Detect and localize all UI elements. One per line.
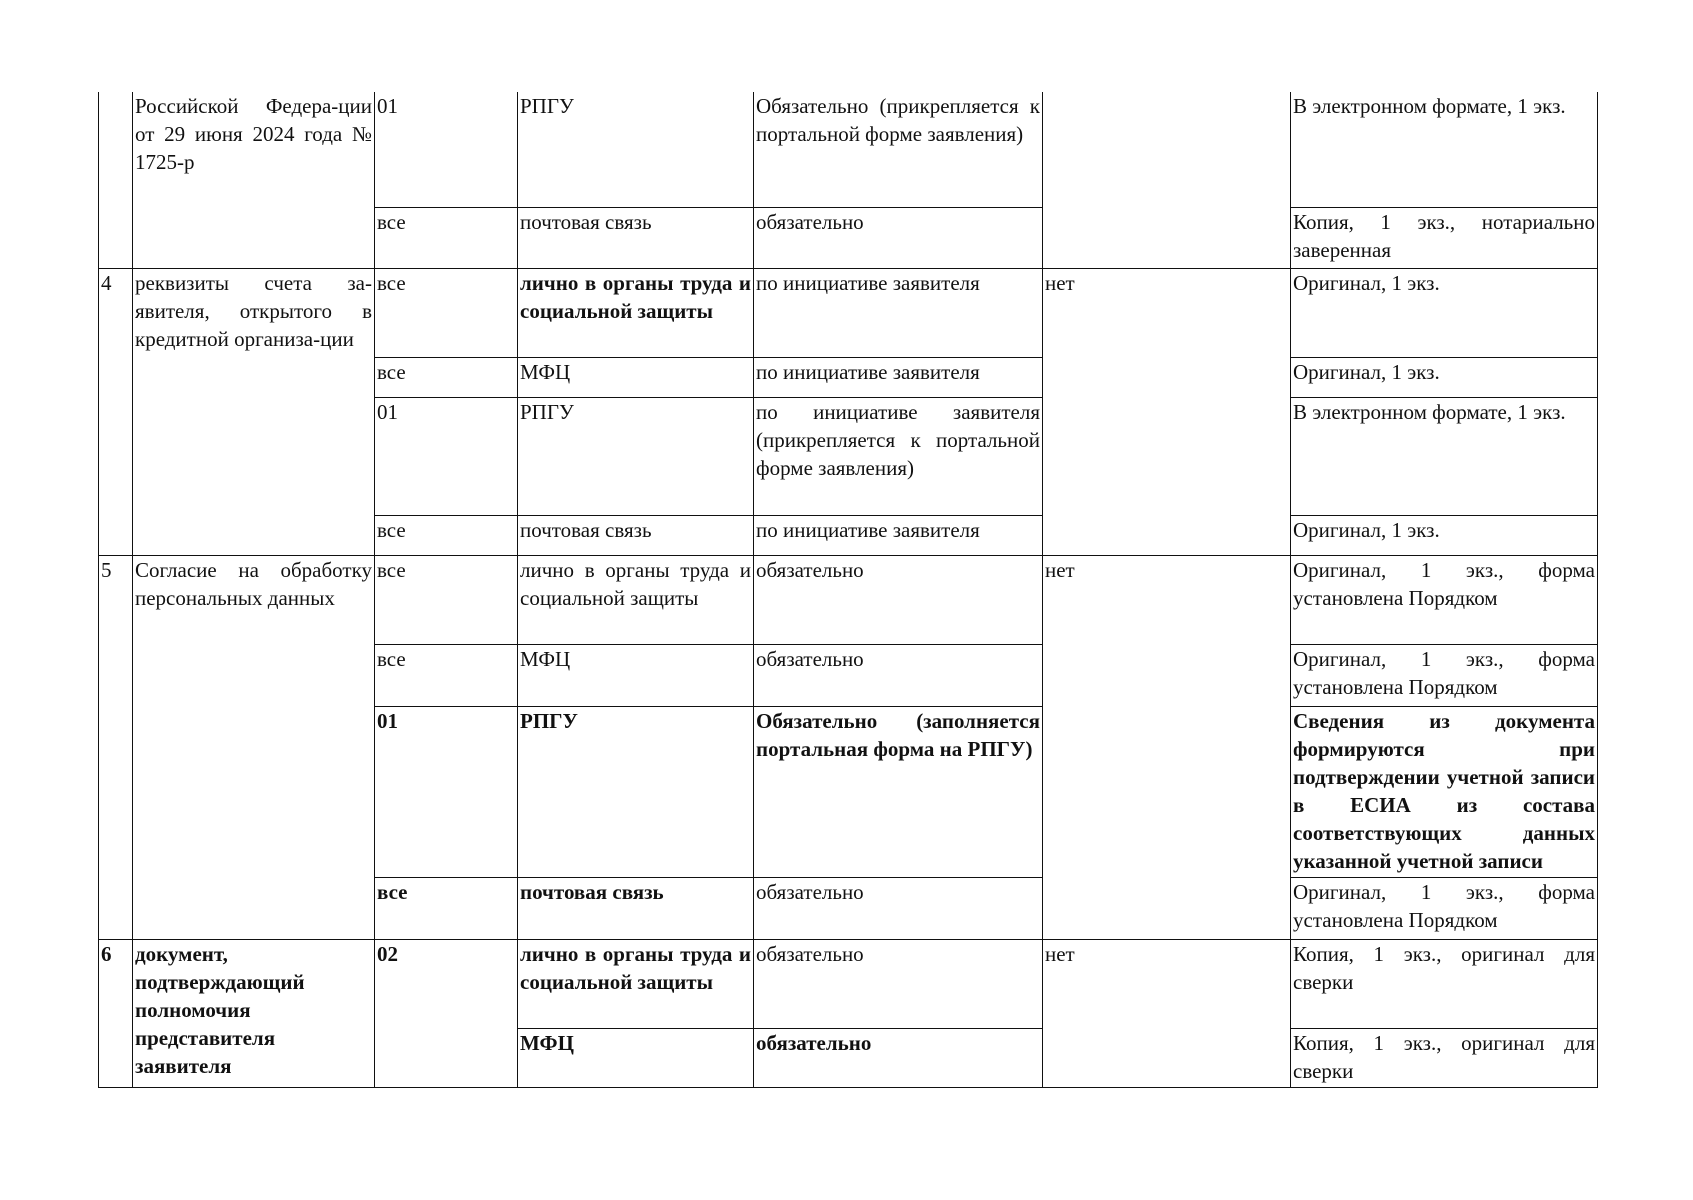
requirement-cell: по инициативе заявителя (прикрепляется к портальной форме заявления) (754, 397, 1043, 515)
category-cell: все (375, 877, 518, 939)
doc-name-cell: Согласие на обработку персональных данных (133, 555, 375, 939)
row-number-cell: 5 (99, 555, 133, 939)
channel-cell: лично в органы труда и социальной защиты (518, 555, 754, 644)
row-number-cell: 6 (99, 939, 133, 1087)
interagency-cell: нет (1043, 268, 1291, 555)
channel-cell: лично в органы труда и социальной защиты (518, 939, 754, 1028)
channel-cell: почтовая связь (518, 877, 754, 939)
form-cell: Оригинал, 1 экз., форма установлена Порядком (1291, 555, 1598, 644)
interagency-cell: нет (1043, 555, 1291, 939)
table-row (99, 92, 1598, 207)
requirement-cell: обязательно (754, 555, 1043, 644)
row-number-cell (99, 92, 133, 268)
category-cell: все (375, 555, 518, 644)
channel-cell: лично в органы труда и социальной защиты (518, 268, 754, 357)
requirement-cell: обязательно (754, 1028, 1043, 1087)
channel-cell: РПГУ (518, 92, 754, 207)
form-cell: В электронном формате, 1 экз. (1291, 397, 1598, 515)
requirement-cell: обязательно (754, 877, 1043, 939)
category-cell: 01 (375, 92, 518, 207)
category-cell: все (375, 268, 518, 357)
channel-cell: почтовая связь (518, 207, 754, 268)
category-cell: все (375, 357, 518, 397)
doc-name-cell: реквизиты счета за-явителя, открытого в кредитной организа-ции (133, 268, 375, 555)
table-row (99, 268, 1598, 357)
requirement-cell: по инициативе заявителя (754, 268, 1043, 357)
category-cell: 02 (375, 939, 518, 1087)
form-cell: В электронном формате, 1 экз. (1291, 92, 1598, 207)
channel-cell: почтовая связь (518, 515, 754, 555)
interagency-cell: нет (1043, 939, 1291, 1087)
requirement-cell: Обязательно (прикрепляется к портальной форме заявления) (754, 92, 1043, 207)
form-cell: Сведения из документа формируются при подтверждении учетной записи в ЕСИА из состава соответствующих данных указанной учетной записи (1291, 706, 1598, 877)
channel-cell: МФЦ (518, 1028, 754, 1087)
channel-cell: МФЦ (518, 357, 754, 397)
channel-cell: РПГУ (518, 397, 754, 515)
form-cell: Копия, 1 экз., оригинал для сверки (1291, 1028, 1598, 1087)
category-cell: 01 (375, 397, 518, 515)
form-cell: Оригинал, 1 экз., форма установлена Порядком (1291, 644, 1598, 706)
requirement-cell: Обязательно (заполняется портальная форма на РПГУ) (754, 706, 1043, 877)
table-row (99, 939, 1598, 1028)
requirement-cell: по инициативе заявителя (754, 515, 1043, 555)
requirement-cell: по инициативе заявителя (754, 357, 1043, 397)
table-row (99, 555, 1598, 644)
form-cell: Оригинал, 1 экз. (1291, 357, 1598, 397)
channel-cell: МФЦ (518, 644, 754, 706)
doc-name-cell: Российской Федера-ции от 29 июня 2024 года № 1725-р (133, 92, 375, 268)
category-cell: 01 (375, 706, 518, 877)
category-cell: все (375, 515, 518, 555)
form-cell: Оригинал, 1 экз., форма установлена Порядком (1291, 877, 1598, 939)
form-cell: Копия, 1 экз., оригинал для сверки (1291, 939, 1598, 1028)
channel-cell: РПГУ (518, 706, 754, 877)
category-cell: все (375, 207, 518, 268)
documents-table (98, 92, 1598, 1088)
row-number-cell: 4 (99, 268, 133, 555)
requirement-cell: обязательно (754, 207, 1043, 268)
form-cell: Оригинал, 1 экз. (1291, 515, 1598, 555)
form-cell: Оригинал, 1 экз. (1291, 268, 1598, 357)
doc-name-cell: документ, подтверждающий полномочия представителя заявителя (133, 939, 375, 1087)
requirement-cell: обязательно (754, 939, 1043, 1028)
category-cell: все (375, 644, 518, 706)
requirement-cell: обязательно (754, 644, 1043, 706)
interagency-cell (1043, 92, 1291, 268)
form-cell: Копия, 1 экз., нотариально заверенная (1291, 207, 1598, 268)
